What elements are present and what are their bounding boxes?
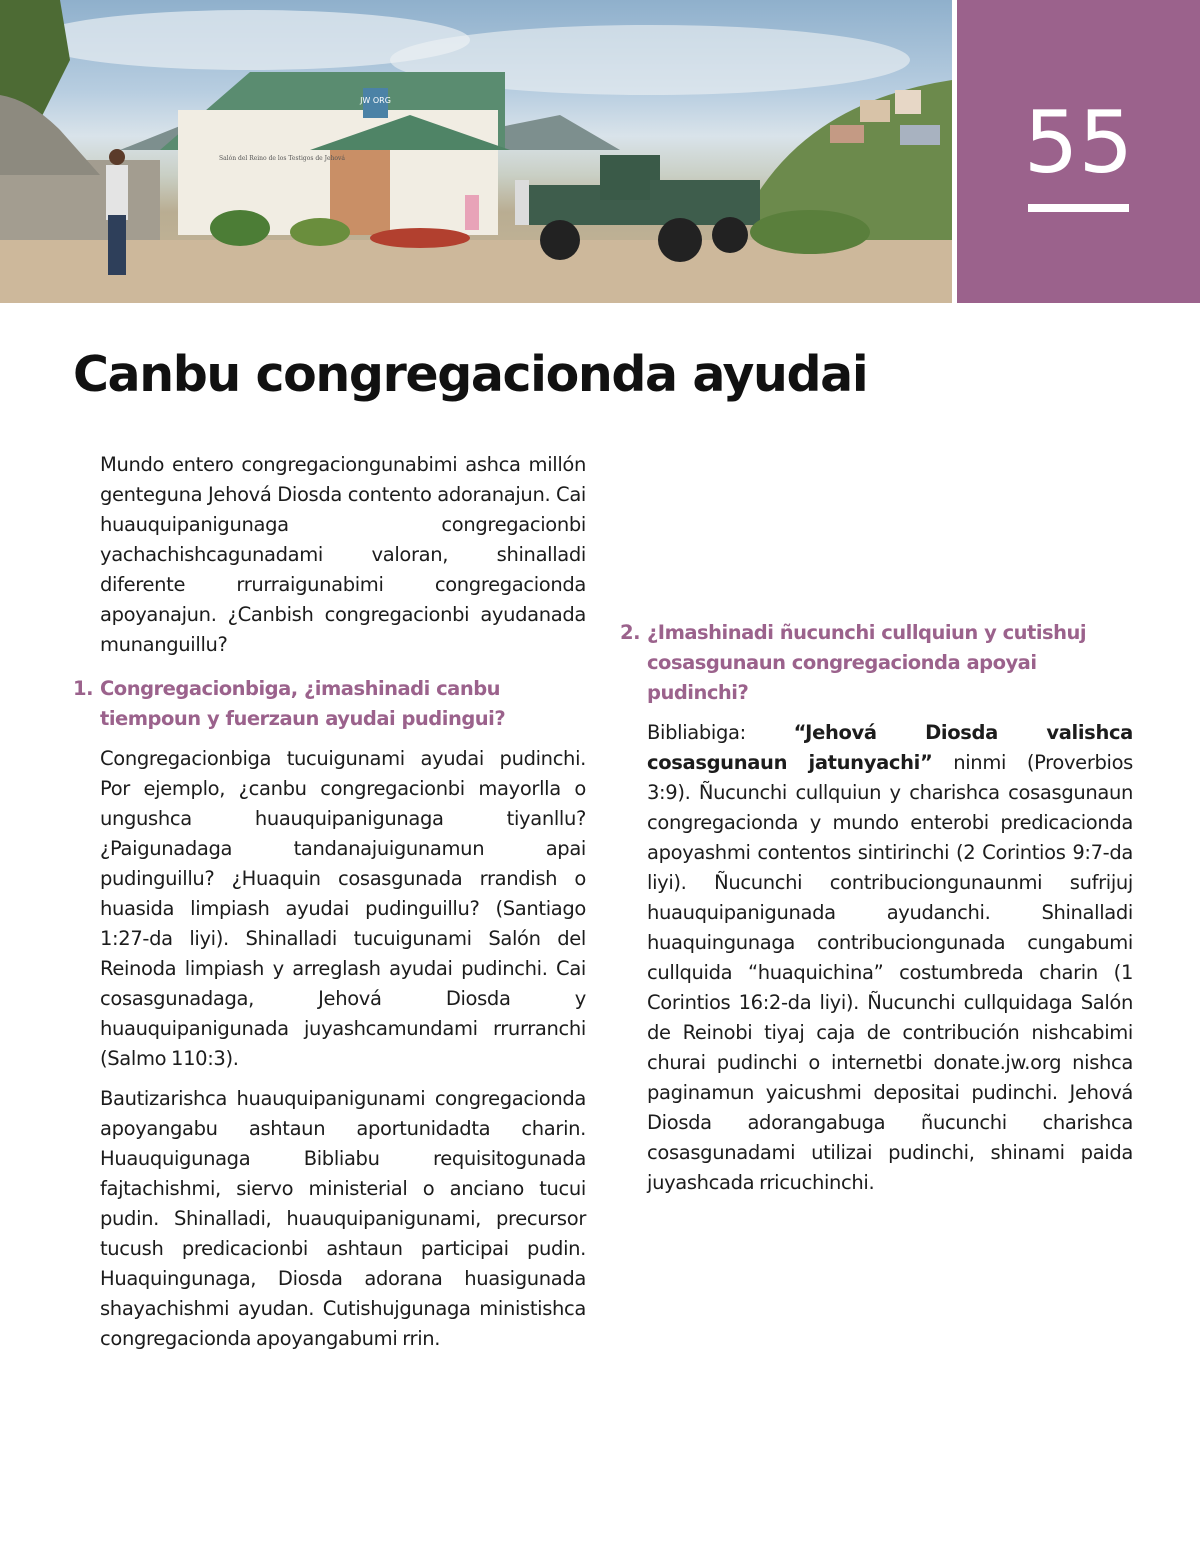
section-2-body: ninmi (Proverbios 3:9). Ñucunchi cullquiun y charishca cosasgunaun congregacionda y mundo enterobi predicacionda apoyashmi contentos sintirinchi (2 Corintios 9:7-da liyi). Ñucunchi contribuciongunaunmi sufrijuj huauquipanigunada ayudanchi. Shinalladi huaquingunaga contribuciongunada cungabumi cullquida “huaquichina” costumbreda charin (1 Corintios 16:2-da liyi). Ñucunchi cullquidaga Salón de Reinobi tiyaj caja de contribución nishcabimi churai pudinchi o internetbi donate.jw.org nishca paginamun yaicushmi depositai pudinchi. Jehová Diosda adorangabuga ñucunchi charishca cosasgunadami utilizai pudinchi, shinami paida juyashcada rricuchinchi.: [647, 751, 1133, 1194]
lesson-number-badge: [957, 0, 1200, 303]
question-1-number: 1.: [73, 677, 93, 700]
question-1: [73, 674, 586, 734]
intro-paragraph: Mundo entero congregaciongunabimi ashca millón genteguna Jehová Diosda contento adoranajun. Cai huauquipanigunaga congregacionbi yachachishcagunadami valoran, shinalladi diferente rrurraigunabimi congregacionda apoyanajun. ¿Canbish congregacionbi ayudanada munanguillu?: [100, 453, 586, 656]
section-2-paragraph: [647, 718, 1133, 1198]
lesson-title: Canbu congregacionda ayudai: [73, 346, 868, 403]
proverbs-quote: “Jehová Diosda valishca cosasgunaun jatunyachi”: [647, 721, 1133, 774]
kingdom-hall-scene: [0, 0, 952, 303]
question-2-text: ¿Imashinadi ñucunchi cullquiun y cutishuj cosasgunaun congregacionda apoyai pudinchi?: [647, 621, 1087, 704]
badge-underline: [1028, 204, 1129, 212]
header-photo: [0, 0, 952, 303]
section-1-paragraph-1: Congregacionbiga tucuigunami ayudai pudinchi. Por ejemplo, ¿canbu congregacionbi mayorlla o ungushca huauquipanigunaga tiyanllu? ¿Paigunadaga tandanajuigunamun apai pudinguillu? ¿Huaquin cosasgunada rrandish o huasida limpiash ayudai pudinguillu? (Santiago 1:27-da liyi). Shinalladi tucuigunami Salón del Reinoda limpiash y arreglash ayudai pudinchi. Cai cosasgunadaga, Jehová Diosda y huauquipanigunada juyashcamundami rrurranchi (Salmo 110:3).: [100, 747, 586, 1070]
question-2-number: 2.: [620, 621, 640, 644]
section-2-intro-label: Bibliabiga:: [647, 721, 794, 744]
section-1-paragraph-2: Bautizarishca huauquipanigunami congregacionda apoyangabu ashtaun aportunidadta charin. Huauquigunaga Bibliabu requisitogunada fajtachishmi, siervo ministerial o anciano tucui pudin. Shinalladi, huauquipanigunami, precursor tucush predicacionbi ashtaun participai pudin. Huaquingunaga, Diosda adorana huasigunada shayachishmi ayudan. Cutishujgunaga ministishca congregacionda apoyangabumi rrin.: [100, 1087, 586, 1350]
question-1-text: Congregacionbiga, ¿imashinadi canbu tiempoun y fuerzaun ayudai pudingui?: [100, 677, 506, 730]
jw-logo-text: JW ORG: [360, 96, 391, 105]
hall-sign-text: Salón del Reino de los Testigos de Jehová: [218, 155, 346, 162]
right-column: [620, 450, 1133, 1208]
left-column: [73, 450, 586, 1364]
lesson-number: 55: [1023, 93, 1134, 193]
question-2: [620, 618, 1133, 708]
